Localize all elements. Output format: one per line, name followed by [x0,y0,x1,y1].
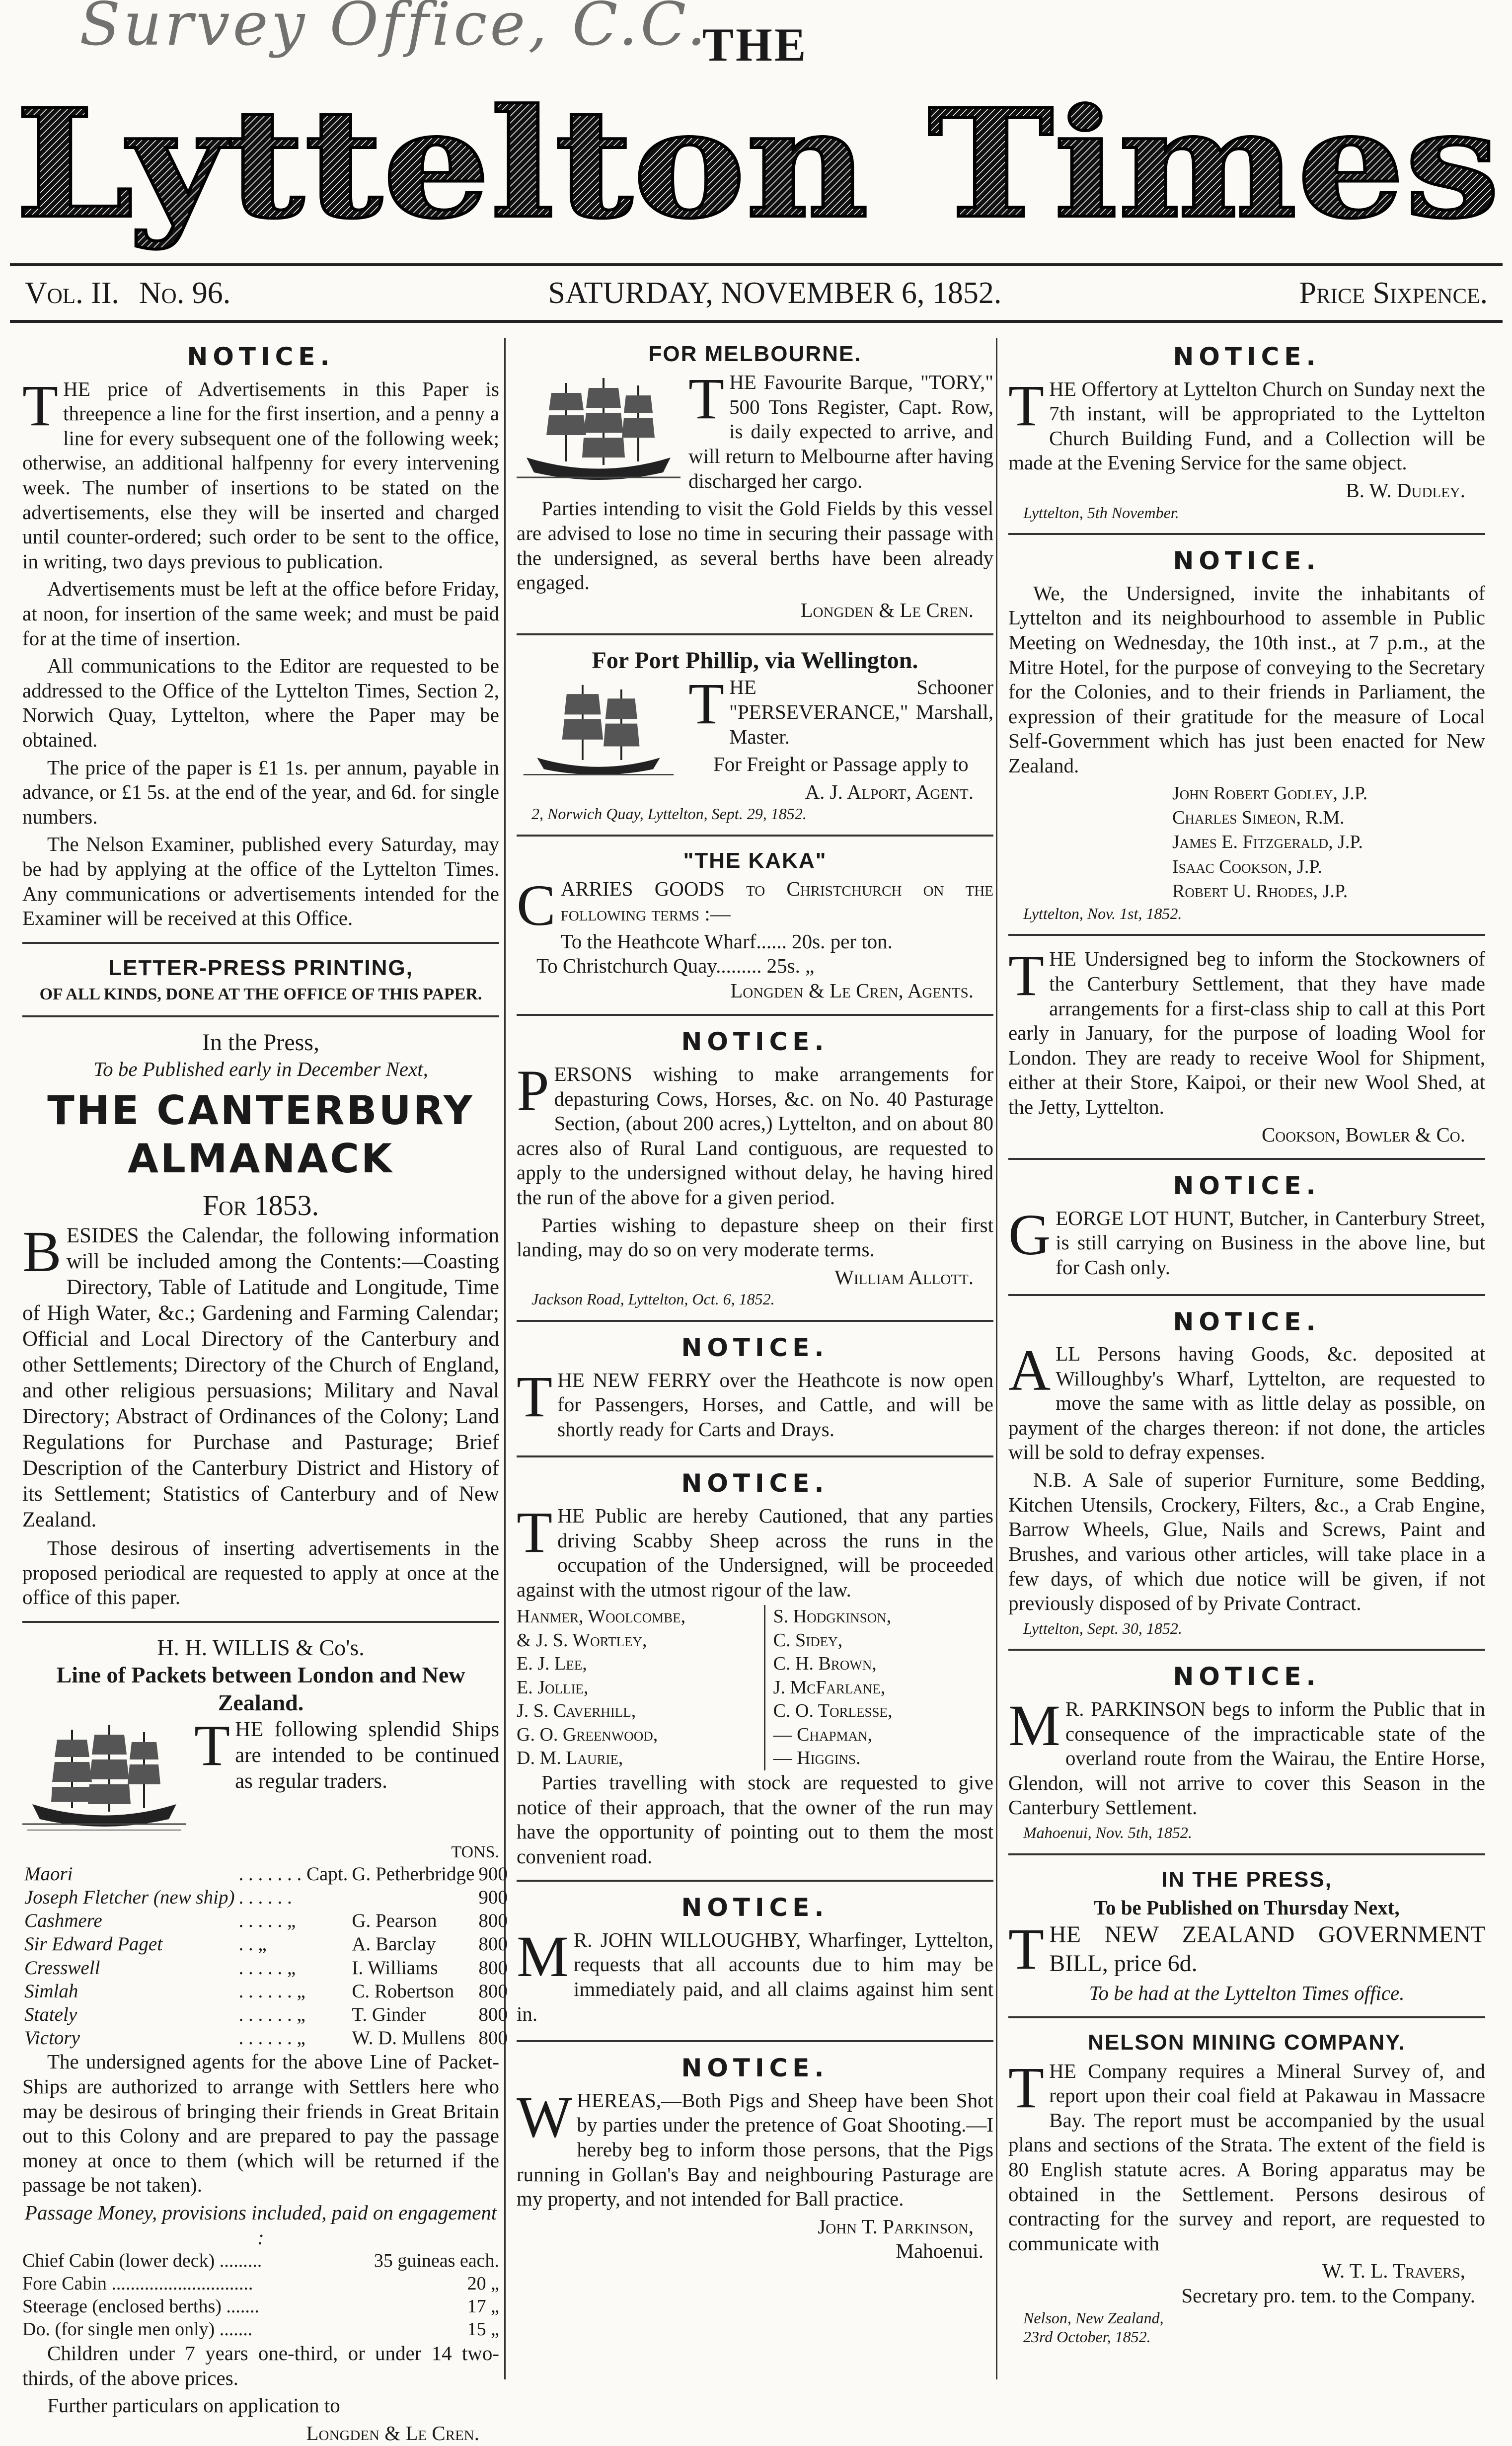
signatory-name: E. J. Lee, [517,1653,587,1675]
handwritten-annotation: Survey Office, C.C. [79,0,709,59]
signatory-name: C. Sidey, [773,1629,843,1651]
fare-label: Do. (for single men only) ....... [22,2319,253,2340]
kaka-text: ARRIES GOODS to Christchurch on the following terms :— [560,877,993,925]
parkinson-place: Mahoenui. [896,2239,983,2263]
signatory-name: — Higgins. [773,1748,861,1769]
willis-heading: H. H. WILLIS & Co's. [157,1634,365,1660]
column-3: NOTICE. THE Offertory at Lyttelton Church on Sunday next the 7th instant, will be appropriated to the Lyttelton Church Building Fund, and a Collection will be made at the Evening Service for the same object. B. W. Dudley. Lyttelton, 5th November. NOTICE. We, the Undersigned, invite the inhabitants of Lyttelton and its neighbourhood to assemble in Public Meeting on Wednesday, the 10th inst., at 7 p.m., at the Mitre Hotel, for the purpose of conveying to the Secretary for the Colonies, and to their friends in Parliament, the expression of their gratitude for the measure of Local Self-Government which has just been enacted for New Zealand. John Robert Godley, J.P. Charles Simeon, R.M. James E. Fitzgerald, J.P. Isaac Cookson, J.P. Robert U. Rhodes, J.P. Lyttelton, Nov. 1st, 1852. THE Undersigned beg to inform the Stockowners of the Canterbury Settlement, that they have made arrangements for a first-class ship to call at this Port early in January, for the purpose of loading Wool for London. They are ready to receive Wool for Shipment, either at their Store, Kaipoi, or their new Wool Shed, at the Jetty, Lyttelton. Cookson, Bowler & Co. NOTICE. GEORGE LOT HUNT, Butcher, in Canterbury Street, is still carrying on Business in the above line, but for Cash only. NOTICE. ALL Persons having Goods, &c. deposited at Willoughby's Wharf, Lyttelton, are requested to move the same with as little delay as possible, on payment of the charges thereon: if not done, the articles will be sold to defray expenses. N.B. A Sale of superior Furniture, some Bedding, Kitchen Utensils, Crockery, Filters, &c., a Crab Engine, Barrow Wheels, Glue, Nails and Screws, Paint and Brushes, and various other articles, will take place in a few days, of which due notice will be given, if not previously disposed of by Private Contract. Lyttelton, Sept. 30, 1852. NOTICE. M R. PARKINSON begs to inform the Public that in consequence of the impracticable state of the overland route from the Wairau, the Entire Horse, Glendon, will not arrive to cover this Season in the Canterbury Settlement. Mahoenui, Nov. 5th, 1852. IN THE PRESS, To be Published on Thursday Next, THE NEW ZEALAND GOVERNMENT BILL, price 6d. To be had at the Lyttelton Times office. NELSON MINING COMPANY. THE Company requires a Mineral Survey of, and report upon their coal field at Pakawau in Massacre Bay. The report must be accompanied by the usual plans and sections of the Strata. The extent of the field is 80 English statute acres. A Boring apparatus may be obtained in the Settlement. Persons desirous of contracting for the survey and report, are requested to communicate with W. T. L. Travers, Secretary pro. tem. to the Company. Nelson, New Zealand, 23rd October, 1852. [1008,342,1485,2346]
notice-heading: NOTICE. [187,342,335,371]
signatory-name: — Chapman, [773,1724,873,1745]
almanack-contents: ESIDES the Calendar, the following information will be included among the Contents:—Coasting Directory, Table of Latitude and Longitude, Time of High Water, &c.; Gardening and Farming Calendar; Official and Local Directory of the Canterbury and other Settlements; Directory of the Church of England, and other religious persuasions; Military and Naval Directory; Abstract of Ordinances of the Colony; Land Regulations for Purchase and Pasturage; Brief Description of the Canterbury District and History of its Settlement; Statistics of Canterbury and of New Zealand. [22,1223,499,1531]
ship-leader: . . . . . . „ [238,2003,305,2025]
travers-title: Secretary pro. tem. to the Company. [1181,2284,1475,2307]
port-phillip-heading: For Port Phillip, via Wellington. [592,647,918,674]
fare-label: Fore Cabin .............................. [22,2273,253,2294]
signer-name: James E. Fitzgerald, J.P. [1172,832,1363,853]
fare-price: 15 „ [467,2319,499,2340]
meeting-signers [1172,781,1485,904]
ship-leader: . . . . . . „ [238,2027,305,2049]
signatory-name: & J. S. Wortley, [517,1629,647,1651]
port-phillip-date: 2, Norwich Quay, Lyttelton, Sept. 29, 1852. [531,805,807,823]
port-phillip-apply: For Freight or Passage apply to [713,753,969,776]
ship-captain: C. Robertson [352,1980,454,2002]
ship-row [22,2003,510,2026]
notice-heading: NOTICE. [681,1027,829,1057]
ship-tons: 800 [478,1933,508,1955]
ship-leader: . . . . . . . Capt. [238,1863,348,1885]
notice-heading: NOTICE. [1173,342,1321,371]
offertory-date: Lyttelton, 5th November. [1023,503,1179,522]
ship-captain [350,1886,476,1909]
ship-tons: 800 [478,2027,508,2049]
allott-signature: William Allott. [834,1265,974,1289]
fare-label: Steerage (enclosed berths) ....... [22,2296,259,2317]
further-particulars: Further particulars on application to [47,2394,340,2417]
meeting-date: Lyttelton, Nov. 1st, 1852. [1023,904,1182,922]
masthead-text: Lyttelton Times [15,76,1500,251]
dateline-bar [10,263,1503,323]
ship-name: Cashmere [24,1910,102,1932]
subscription-price-text: The price of the paper is £1 1s. per annum, payable in advance, or £1 5s. at the end of the year, and 6d. for single numbers. [22,756,499,828]
fare-price: 17 „ [467,2296,499,2317]
ship-captain: A. Barclay [352,1933,436,1955]
melbourne-text: HE Favourite Barque, "TORY," 500 Tons Register, Capt. Row, is daily expected to arrive, and will return to Melbourne after having discharged her cargo. [688,371,993,492]
ship-illustration [517,678,680,787]
ad-rates-text: HE price of Advertisements in this Paper is threepence a line for the first insertion, and a penny a line for every subsequent one of the following week; otherwise, an additional halfpenny for every intervening week. The number of insertions to be stated on the advertisements, else they will be inserted and charged until counter-ordered; such order to be sent to the office, in writing, two days previous to publication. [22,377,499,573]
masthead-title [10,76,1505,251]
ship-row [22,1909,510,1932]
signatory-name: Hanmer, Woolcombe, [517,1606,686,1627]
notice-heading: NOTICE. [1173,1171,1321,1201]
ship-list [22,1862,510,2050]
willis-subheading: Line of Packets between London and New Zealand. [56,1662,465,1716]
ship-row [22,1886,510,1909]
letterpress-heading: LETTER-PRESS PRINTING, [108,955,413,980]
kaka-heading: "THE KAKA" [683,848,827,873]
fare-label: Chief Cabin (lower deck) ......... [22,2250,262,2272]
sale-text: N.B. A Sale of superior Furniture, some Bedding, Kitchen Utensils, Crockery, Filters, &c., a Crab Engine, Barrow Wheels, Glue, Nails and Screws, Paint and Brushes, and various other articles, will take place in a few days, of which due notice will be given, if not previously disposed of by Private Contract. [1008,1468,1485,1615]
goods-wharf-text: LL Persons having Goods, &c. deposited at Willoughby's Wharf, Lyttelton, are requested to move the same with as little delay as possible, on payment of the charges thereon: if not done, the articles will be sold to defray expenses. [1008,1342,1485,1464]
tons-label: TONS. [451,1842,499,1861]
notice-heading: NOTICE. [1173,1662,1321,1691]
in-press-sub: To be Published on Thursday Next, [1094,1896,1400,1919]
editor-communications-text: All communications to the Editor are requested to be addressed to the Office of the Lyttelton Times, Section 2, Norwich Quay, Lyttelton, where the Paper may be obtained. [22,654,499,752]
kaka-signature: Longden & Le Cren, Agents. [730,979,974,1002]
port-phillip-signature: A. J. Alport, Agent. [805,780,974,803]
issue-date: SATURDAY, NOVEMBER 6, 1852. [548,276,1002,310]
ship-tons: 800 [478,1910,508,1932]
mining-date: 23rd October, 1852. [1023,2328,1151,2346]
ship-tons: 800 [478,1957,508,1979]
signatory-name: C. O. Torlesse, [773,1700,893,1722]
in-press-heading: IN THE PRESS, [1161,1867,1332,1892]
willis-intro: HE following splendid Ships are intended to be continued as regular traders. [235,1717,499,1793]
column-divider [504,338,506,2379]
ship-name: Maori [24,1863,73,1885]
signatory-name: D. M. Laurie, [517,1748,623,1769]
ship-row [22,2026,510,2050]
ship-row [22,1862,510,1886]
almanack-advertising: Those desirous of inserting advertisements in the proposed periodical are requested to apply at once at the office of this paper. [22,1536,499,1609]
mining-heading: NELSON MINING COMPANY. [1088,2030,1406,2055]
fare-row [22,2318,499,2341]
children-fares: Children under 7 years one-third, or under 14 two-thirds, of the above prices. [22,2342,499,2389]
letterpress-sub: OF ALL KINDS, DONE AT THE OFFICE OF THIS PAPER. [39,985,482,1004]
cookson-signature: Cookson, Bowler & Co. [1261,1123,1465,1146]
volume-number: Vol. II. No. 96. [25,276,231,310]
notice-heading: NOTICE. [681,2054,829,2083]
ship-leader: . . „ [238,1933,267,1955]
allott-date: Jackson Road, Lyttelton, Oct. 6, 1852. [531,1290,775,1308]
ship-leader: . . . . . . „ [238,1980,305,2002]
ship-name: Cresswell [24,1957,100,1979]
press-subheading: To be Published early in December Next, [93,1058,428,1081]
ship-tons: 800 [478,1980,508,2002]
ship-name: Stately [24,2003,77,2025]
willoughby-text: R. JOHN WILLOUGHBY, Wharfinger, Lyttelton, requests that all accounts due to him may be immediately paid, and all claims against him sent in. [517,1928,993,2025]
column-1: NOTICE. THE price of Advertisements in this Paper is threepence a line for the first insertion, and a penny a line for every subsequent one of the following week; otherwise, an additional halfpenny for every intervening week. The number of insertions to be stated on the advertisements, else they will be inserted and charged until counter-ordered; such order to be sent to the office, in writing, two days previous to publication. Advertisements must be left at the office before Friday, at noon, for insertion of the same week; and must be paid for at the time of insertion. All communications to the Editor are requested to be addressed to the Office of the Lyttelton Times, Section 2, Norwich Quay, Lyttelton, where the Paper may be obtained. The price of the paper is £1 1s. per annum, payable in advance, or £1 5s. at the end of the year, and 6d. for single numbers. The Nelson Examiner, published every Saturday, may be had by applying at the office of the Lyttelton Times. Any communications or advertisements intended for the Examiner will be received at this Office. LETTER-PRESS PRINTING, OF ALL KINDS, DONE AT THE OFFICE OF THIS PAPER. In the Press, To be Published early in December Next, THE CANTERBURY ALMANACK For 1853. BESIDES the Calendar, the following information will be included among the Contents:—Coasting Directory, Table of Latitude and Longitude, Time of High Water, &c.; Gardening and Farming Calendar; Official and Local Directory of the Canterbury and other Settlements; Directory of the Church of England, and other religious persuasions; Military and Naval Directory; Abstract of Ordinances of the Colony; Land Regulations for Purchase and Pasturage; Brief Description of the Canterbury District and History of its Settlement; Statistics of Canterbury and of New Zealand. Those desirous of inserting advertisements in the proposed periodical are requested to apply at once at the office of this paper. H. H. WILLIS & Co's. Line of Packets between London and New Zealand. THE following splendid Ships are intended to be continued as regular traders. TONS. Maori . . . . . . . Capt. G. Petherbridge 900 Joseph Fletcher (new ship) . . . . . . 900 Cashmere . . . . . „ G. Pearson 800 Sir Edward Paget . . „ A. Barclay 800 Cresswell . . . . . „ I. Williams 800 Simlah . . . . . . „ C. Robertson 800 Stately . . . . . . „ T. Ginder 800 Victory . . . . . . „ W. D. Mullens 800 The undersigned agents for the above Line of Packet-Ships are authorized to arrange with Settlers here who may be desirous of bringing their friends in Great Britain out to this Colony and are prepared to pay the passage money at once to them (which will be returned if the passage be not taken). Passage Money, provisions included, paid on engagement : Chief Cabin (lower deck) ......... 35 guineas each. Fore Cabin .............................. 20 „ Steerage (enclosed berths) ....... 17 „ Do. (for single men only) ....... 15 „ Children under 7 years one-third, or under 14 two-thirds, of the above prices. Further particulars on application to Longden & Le Cren. [22,338,499,2384]
ship-row [22,1956,510,1980]
signatory-name: S. Hodgkinson, [773,1606,892,1627]
masthead-the: THE [702,18,808,71]
horse-text: R. PARKINSON begs to inform the Public that in consequence of the impracticable state of the overland route from the Wairau, the Entire Horse, Glendon, will not arrive to cover this Season in the Canterbury Settlement. [1008,1697,1485,1819]
signatory-name: J. McFarlane, [773,1677,886,1698]
ship-name: Simlah [24,1980,78,2002]
pigs-sheep-text: HEREAS,—Both Pigs and Sheep have been Shot by parties under the pretence of Goat Shooting.—I hereby beg to inform those persons, that the Pigs running in Gollan's Bay and neighbouring Pasturage are my property, and not intended for Ball practice. [517,2088,993,2211]
ship-captain: T. Ginder [352,2003,426,2025]
signatory-name: G. O. Greenwood, [517,1724,658,1745]
ship-name: Joseph Fletcher (new ship) [24,1887,235,1909]
notice-heading: NOTICE. [681,1893,829,1922]
notice-heading: NOTICE. [1173,546,1321,576]
column-divider [996,338,997,2379]
notice-heading: NOTICE. [681,1333,829,1363]
offertory-text: HE Offertory at Lyttelton Church on Sunday next the 7th instant, will be appropriated to the Lyttelton Church Building Fund, and a Collection will be made at the Evening Service for the same object. [1008,377,1485,474]
ship-row [22,1980,510,2003]
bill-availability: To be had at the Lyttelton Times office. [1089,1981,1405,2004]
signer-name: Charles Simeon, R.M. [1172,807,1345,829]
fare-list [22,2250,499,2341]
price: Price Sixpence. [1299,276,1488,310]
butcher-text: EORGE LOT HUNT, Butcher, in Canterbury Street, is still carrying on Business in the above line, but for Cash only. [1056,1206,1485,1279]
public-meeting-text: We, the Undersigned, invite the inhabitants of Lyttelton and its neighbourhood to assemble in Public Meeting on Wednesday, the 10th inst., at 7 p.m., at the Mitre Hotel, for the purpose of conveying to the Secretary for the Colonies, and to their friends in Parliament, the expression of their gratitude for the measure of Local Self-Government which has just been enacted for New Zealand. [1008,581,1485,777]
ship-captain: I. Williams [352,1957,438,1979]
melbourne-heading: FOR MELBOURNE. [648,342,862,366]
willis-agents-text: The undersigned agents for the above Line of Packet-Ships are authorized to arrange with Settlers here who may be desirous of bringing their friends in Great Britain out to this Colony and are prepared to pay the passage money at once to them (which will be returned if the passage be not taken). [22,2050,499,2197]
fare-row [22,2250,499,2273]
fare-row [22,2273,499,2295]
ship-leader: . . . . . . [238,1887,292,1909]
ship-name: Sir Edward Paget [24,1933,163,1955]
stock-travel-text: Parties travelling with stock are requested to give notice of their approach, that the owner of the run may have the opportunity of pointing out to them the most convenient road. [517,1770,993,1868]
passage-money-heading: Passage Money, provisions included, paid on engagement : [24,2201,497,2249]
mining-place: Nelson, New Zealand, [1023,2308,1164,2327]
ship-tons: 900 [478,1887,508,1909]
scabby-sheep-text: HE Public are hereby Cautioned, that any parties driving Scabby Sheep across the runs in the occupation of the Undersigned, will be proceeded against with the utmost rigour of the law. [517,1504,993,1601]
signatories [517,1605,993,1770]
almanack-title: THE CANTERBURY ALMANACK [47,1087,474,1182]
ship-tons: 900 [478,1863,508,1885]
travers-signature: W. T. L. Travers, [1322,2259,1465,2283]
parkinson-signature: John T. Parkinson, [818,2215,974,2238]
ship-captain: W. D. Mullens [352,2027,465,2049]
ad-deadline-text: Advertisements must be left at the office before Friday, at noon, for insertion of the same week; and must be paid for at the time of insertion. [22,577,499,650]
signer-name: Isaac Cookson, J.P. [1172,856,1322,877]
wool-shipment-text: HE Undersigned beg to inform the Stockowners of the Canterbury Settlement, that they have made arrangements for a first-class ship to call at this Port early in January, for the purpose of loading Wool for London. They are ready to receive Wool for Shipment, either at their Store, Kaipoi, or their new Wool Shed, at the Jetty, Lyttelton. [1008,947,1485,1118]
signer-name: John Robert Godley, J.P. [1172,782,1368,804]
kaka-rate-1: To the Heathcote Wharf...... 20s. per ton. [560,929,893,953]
ship-tons: 800 [478,2003,508,2025]
ship-leader: . . . . . „ [238,1910,296,1932]
horse-date: Mahoenui, Nov. 5th, 1852. [1023,1823,1192,1841]
notice-heading: NOTICE. [1173,1307,1321,1336]
dudley-signature: B. W. Dudley. [1346,478,1465,502]
notice-heading: NOTICE. [681,1469,829,1498]
signatory-name: J. S. Caverhill, [517,1700,636,1722]
fare-price: 35 guineas each. [374,2250,499,2272]
melbourne-signature: Longden & Le Cren. [800,598,974,621]
government-bill-text: HE NEW ZEALAND GOVERNMENT BILL, price 6d. [1049,1921,1485,1977]
ship-row [22,1932,510,1956]
almanack-year: For 1853. [202,1189,319,1222]
kaka-rate-2: To Christchurch Quay......... 25s. „ [536,954,815,978]
column-2: FOR MELBOURNE. THE Favourite Barque, "TORY," 500 Tons Register, Capt. Row, is daily expected to arrive, and will return to Melbourne after having discharged her cargo. Parties intending to visit the Gold Fields by this vessel are advised to lose no time in securing their passage with the undersigned, as several berths have been already engaged. Longden & Le Cren. For Port Phillip, via Wellington. THE Schooner "PERSEVERANCE," Marshall, Master. For Freight or Passage apply to A. J. Alport, Agent. 2, Norwich Quay, Lyttelton, Sept. 29, 1852. "THE KAKA" CARRIES GOODS to Christchurch on the following terms :— To the Heathcote Wharf...... 20s. per ton. To Christchurch Quay......... 25s. „ Longden & Le Cren, Agents. NOTICE. PERSONS wishing to make arrangements for depasturing Cows, Horses, &c. on No. 40 Pasturage Section, (about 200 acres,) Lyttelton, and on about 80 acres also of Rural Land contiguous, are requested to apply to the undersigned without delay, he having hired the run of the above for a given period. Parties wishing to depasture sheep on their first landing, may do so on very moderate terms. William Allott. Jackson Road, Lyttelton, Oct. 6, 1852. NOTICE. THE NEW FERRY over the Heathcote is now open for Passengers, Horses, and Cattle, and will be shortly ready for Carts and Drays. NOTICE. THE Public are hereby Cautioned, that any parties driving Scabby Sheep across the runs in the occupation of the Undersigned, will be proceeded against with the utmost rigour of the law. Hanmer, Woolcombe, & J. S. Wortley, E. J. Lee, E. Jollie, J. S. Caverhill, G. O. Greenwood, D. M. Laurie, S. Hodgkinson, C. Sidey, C. H. Brown, J. McFarlane, C. O. Torlesse, — Chapman, — Higgins. Parties travelling with stock are requested to give notice of their approach, that the owner of the run may have the opportunity of pointing out to them the most convenient road. NOTICE. M R. JOHN WILLOUGHBY, Wharfinger, Lyttelton, requests that all accounts due to him may be immediately paid, and all claims against him sent in. NOTICE. WHEREAS,—Both Pigs and Sheep have been Shot by parties under the pretence of Goat Shooting.—I hereby beg to inform those persons, that the Pigs running in Gollan's Bay and neighbouring Pasturage are my property, and not intended for Ball practice. John T. Parkinson, Mahoenui. [517,338,993,2384]
melbourne-gold-fields: Parties intending to visit the Gold Fields by this vessel are advised to lose no time in securing their passage with the undersigned, as several berths have been already engaged. [517,497,993,594]
depasturing-sheep: Parties wishing to depasture sheep on their first landing, may do so on very moderate terms. [517,1213,993,1261]
ship-illustration [517,373,680,492]
fare-price: 20 „ [467,2273,499,2294]
depasturing-text: ERSONS wishing to make arrangements for depasturing Cows, Horses, &c. on No. 40 Pasturage Section, (about 200 acres,) Lyttelton, and on about 80 acres also of Rural Land contiguous, are requested to apply to the undersigned without delay, he having hired the run of the above for a given period. [517,1062,993,1209]
ship-illustration [22,1720,186,1839]
ship-captain: G. Petherbridge [352,1863,475,1885]
agents-signature: Longden & Le Cren. [306,2421,479,2445]
signatory-name: C. H. Brown, [773,1653,877,1675]
signer-name: Robert U. Rhodes, J.P. [1172,881,1348,902]
ship-leader: . . . . . „ [238,1957,296,1979]
ship-name: Victory [24,2027,80,2049]
press-heading: In the Press, [202,1029,319,1056]
port-phillip-text: HE Schooner "PERSEVERANCE," Marshall, Master. [729,676,993,748]
ferry-text: HE NEW FERRY over the Heathcote is now open for Passengers, Horses, and Cattle, and will be shortly ready for Carts and Drays. [557,1368,993,1441]
fare-row [22,2295,499,2318]
signatory-name: E. Jollie, [517,1677,589,1698]
masthead-blackletter [10,76,1505,251]
mining-text: HE Company requires a Mineral Survey of, and report upon their coal field at Pakawau in Massacre Bay. The report must be accompanied by the usual plans and sections of the Strata. The extent of the field is 80 English statute acres. A Boring apparatus may be obtained in the Settlement. Persons desirous of contracting for the survey and report, are requested to communicate with [1008,2059,1485,2255]
sale-date: Lyttelton, Sept. 30, 1852. [1023,1619,1182,1637]
ship-captain: G. Pearson [352,1910,437,1932]
nelson-examiner-text: The Nelson Examiner, published every Saturday, may be had by applying at the office of the Lyttelton Times. Any communications or advertisements intended for the Examiner will be received at this Office. [22,833,499,930]
